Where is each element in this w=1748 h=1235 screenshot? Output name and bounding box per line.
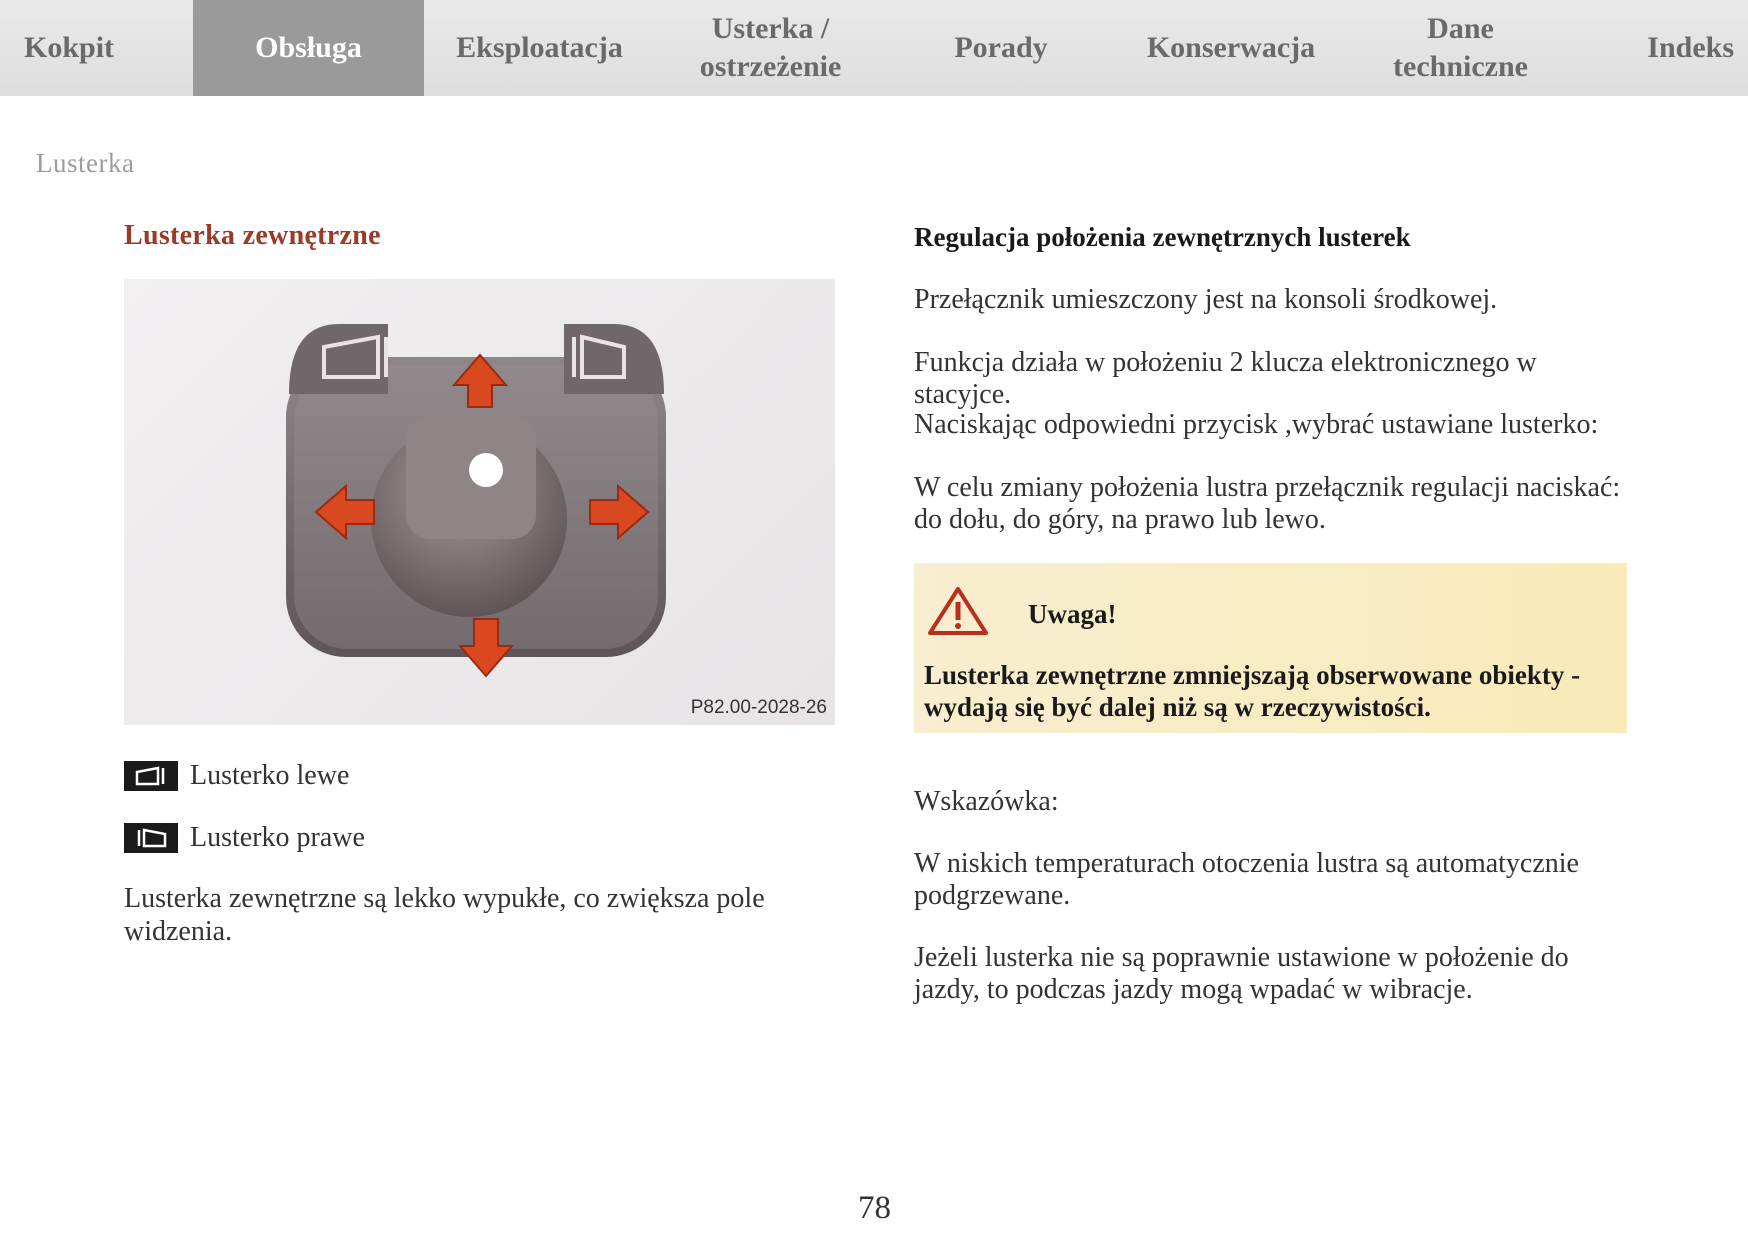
tab-label-line1: Dane (1427, 12, 1494, 45)
tab-label-line1: Usterka / (711, 12, 830, 45)
legend-label: Lusterko lewe (190, 760, 350, 791)
legend-right-mirror (124, 822, 365, 854)
tab-kokpit[interactable] (0, 0, 193, 96)
tab-label-line2: ostrzeżenie (699, 50, 842, 83)
right-heading: Regulacja położenia zewnętrznych lusterek (914, 222, 1411, 252)
left-heading: Lusterka zewnętrzne (124, 220, 381, 251)
left-mirror-icon (124, 761, 178, 791)
warning-box (914, 563, 1627, 733)
convex-mirror-paragraph: Lusterka zewnętrzne są lekko wypukłe, co zwiększa pole widzenia. (124, 883, 765, 947)
paragraph: W celu zmiany położenia lustra przełącznik regulacji naciskać: do dołu, do góry, na prawo lub lewo. (914, 472, 1621, 535)
tab-dane-techniczne[interactable] (1346, 0, 1575, 96)
legend-label: Lusterko prawe (190, 822, 365, 853)
tab-label-line2: techniczne (1393, 50, 1528, 83)
tab-obsluga[interactable] (193, 0, 424, 96)
tab-konserwacja[interactable] (1116, 0, 1346, 96)
top-navigation (0, 0, 1748, 96)
note-label: Wskazówka: (914, 786, 1059, 817)
note-paragraph: Jeżeli lusterka nie są poprawnie ustawione w położenie do jazdy, to podczas jazdy mogą wpadać w wibracje. (914, 942, 1569, 1005)
tab-label: Konserwacja (1146, 31, 1316, 64)
section-label: Lusterka (36, 148, 135, 178)
legend-left-mirror (124, 760, 349, 792)
figure-code: P82.00-2028-26 (690, 697, 827, 718)
tab-label: Obsługa (255, 31, 362, 64)
paragraph: Przełącznik umieszczony jest na konsoli środkowej. (914, 284, 1498, 315)
tab-eksploatacja[interactable] (424, 0, 655, 96)
tab-indeks[interactable] (1575, 0, 1748, 96)
right-mirror-icon (124, 823, 178, 853)
tab-usterka-ostrzezenie[interactable] (655, 0, 886, 96)
tab-label: Kokpit (24, 31, 115, 64)
mirror-switch-figure (124, 279, 835, 725)
mirror-switch-illustration (124, 279, 835, 725)
warning-body: Lusterka zewnętrzne zmniejszają obserwowane obiekty - wydają się być dalej niż są w rzeczywistości. (924, 660, 1581, 722)
paragraph: Naciskając odpowiedni przycisk ,wybrać ustawiane lusterko: (914, 409, 1599, 440)
note-paragraph: W niskich temperaturach otoczenia lustra są automatycznie podgrzewane. (914, 848, 1579, 911)
warning-title: Uwaga! (1028, 599, 1117, 629)
tab-porady[interactable] (886, 0, 1116, 96)
paragraph: Funkcja działa w położeniu 2 klucza elektronicznego w stacyjce. (914, 347, 1537, 410)
page-number: 78 (858, 1190, 891, 1226)
tab-label: Indeks (1647, 31, 1734, 64)
left-column (124, 220, 824, 252)
tab-label: Eksploatacja (456, 31, 623, 64)
warning-triangle-icon (926, 585, 990, 637)
tab-label: Porady (954, 31, 1048, 64)
